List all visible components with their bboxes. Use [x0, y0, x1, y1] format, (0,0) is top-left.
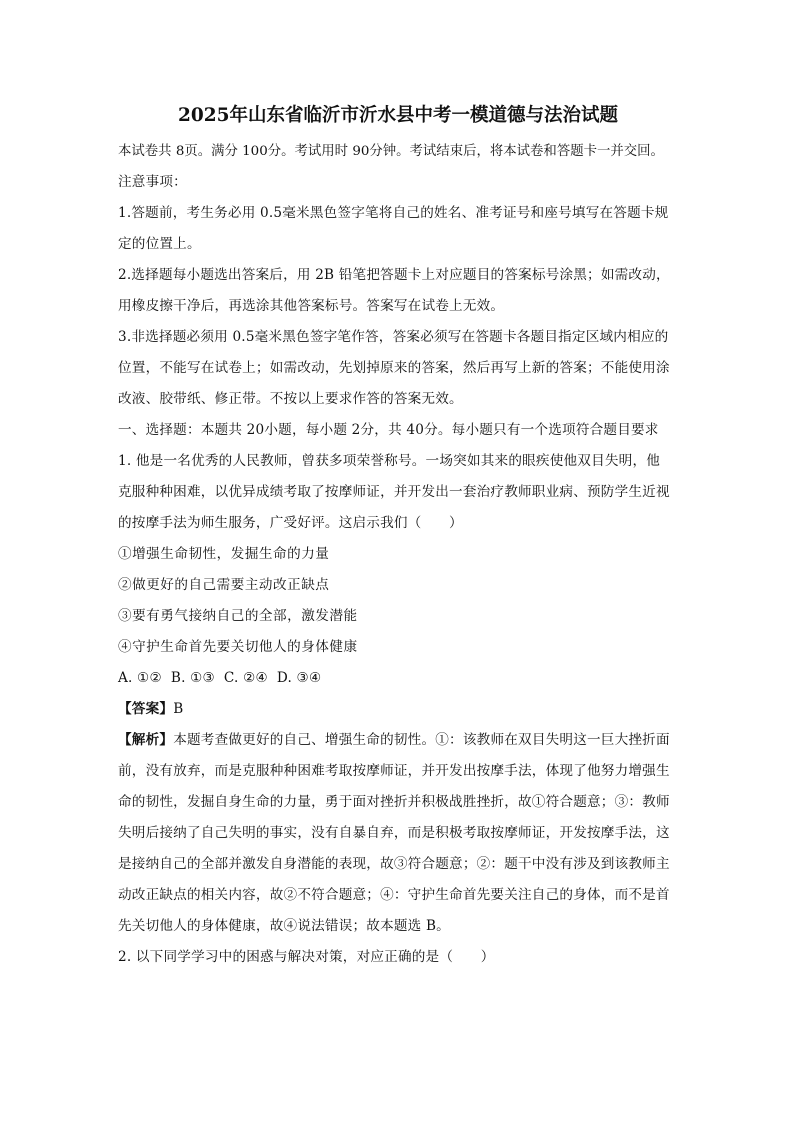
question-1-option-3: ③要有勇气接纳自己的全部，激发潜能: [118, 608, 358, 624]
analysis-line-4: 失明后接纳了自己失明的事实，没有自暴自弃，而是积极考取按摩师证，开发按摩手法，这: [118, 825, 670, 841]
analysis-line-3: 命的韧性，发掘自身生命的力量，勇于面对挫折并积极战胜挫折，故①符合题意；③：教师: [118, 794, 670, 810]
analysis-line-7: 先关切他人的身体健康，故④说法错误；故本题选 B。: [118, 918, 450, 934]
question-1-answer: [118, 694, 678, 725]
question-1-choices: A. ①② B. ①③ C. ②④ D. ③④: [118, 670, 322, 686]
exam-intro: 本试卷共 8页。满分 100分。考试用时 90分钟。考试结束后，将本试卷和答题卡一并交回。: [118, 144, 664, 159]
question-1-option-4: ④守护生命首先要关切他人的身体健康: [118, 639, 358, 655]
analysis-text-1: 本题考查做更好的自己、增强生命的韧性。①：该教师在双目失明这一巨大挫折面: [173, 732, 670, 748]
notice-2-line1: 2.选择题每小题选出答案后，用 2B 铅笔把答题卡上对应题目的答案标号涂黑；如需改动，: [118, 267, 670, 283]
analysis-line-6: 动改正缺点的相关内容，故②不符合题意；④：守护生命首先要关注自己的身体，而不是首: [118, 887, 670, 903]
question-2-line1: 2. 以下同学学习中的困惑与解决对策，对应正确的是（ ）: [118, 949, 495, 965]
exam-page: [118, 100, 678, 973]
answer-label: 【答案】: [118, 701, 174, 717]
notice-1-line1: 1.答题前，考生务必用 0.5毫米黑色签字笔将自己的姓名、准考证号和座号填写在答题卡规: [118, 205, 669, 221]
question-1-line2: 克服种种困难，以优异成绩考取了按摩师证，并开发出一套治疗教师职业病、预防学生近视: [118, 484, 670, 500]
analysis-line-1: [118, 725, 678, 756]
section-heading: 一、选择题：本题共 20小题，每小题 2分，共 40分。每小题只有一个选项符合题目要求: [118, 422, 659, 438]
page-title: 2025年山东省临沂市沂水县中考一模道德与法治试题: [178, 105, 618, 126]
question-1-option-2: ②做更好的自己需要主动改正缺点: [118, 577, 330, 593]
notice-2-line2: 用橡皮擦干净后，再选涂其他答案标号。答案写在试卷上无效。: [118, 298, 505, 314]
question-1-option-1: ①增强生命韧性，发掘生命的力量: [118, 546, 330, 562]
answer-value: B: [173, 701, 184, 717]
analysis-line-5: 是接纳自己的全部并激发自身潜能的表现，故③符合题意；②：题干中没有涉及到该教师主: [118, 856, 670, 872]
question-1-line1: 1. 他是一名优秀的人民教师，曾获多项荣誉称号。一场突如其来的眼疾使他双目失明，他: [118, 453, 661, 469]
analysis-label: 【解析】: [118, 732, 174, 748]
analysis-line-2: 前，没有放弃，而是克服种种困难考取按摩师证，并开发出按摩手法，体现了他努力增强生: [118, 763, 670, 779]
notice-3-line3: 改液、胶带纸、修正带。不按以上要求作答的答案无效。: [118, 391, 463, 407]
notice-3-line1: 3.非选择题必须用 0.5毫米黑色签字笔作答，答案必须写在答题卡各题目指定区域内相应的: [118, 329, 669, 345]
notice-heading: 注意事项：: [118, 174, 187, 190]
question-1-line3: 的按摩手法为师生服务，广受好评。这启示我们（ ）: [118, 515, 463, 531]
notice-3-line2: 位置，不能写在试卷上；如需改动，先划掉原来的答案，然后再写上新的答案；不能使用涂: [118, 360, 670, 376]
notice-1-line2: 定的位置上。: [118, 236, 201, 252]
